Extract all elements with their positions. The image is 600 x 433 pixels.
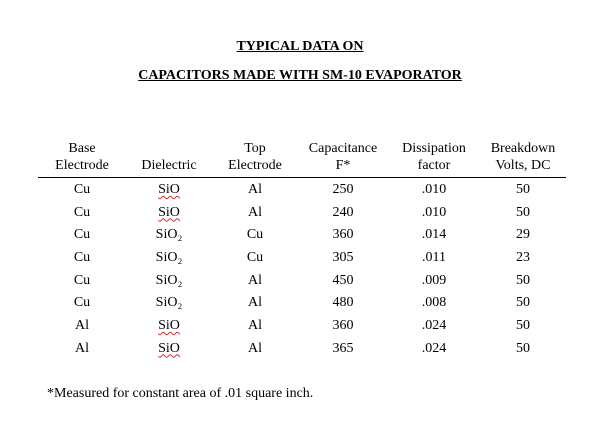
header-dielectric: Dielectric [126, 140, 212, 178]
cell-base-electrode: Cu [73, 295, 91, 311]
cell-dielectric: SiO₂ [155, 227, 183, 243]
cell-dissipation: .010 [421, 204, 447, 220]
cell-dielectric: SiO₂ [155, 295, 183, 311]
cell-dielectric: SiO [158, 340, 180, 356]
cell-dielectric: SiO [158, 204, 180, 220]
header-breakdown-volts: Breakdown Volts, DC [480, 140, 566, 178]
cell-breakdown: 50 [516, 181, 530, 197]
cell-breakdown: 50 [516, 272, 530, 288]
cell-dissipation: .024 [421, 340, 447, 356]
cell-base-electrode: Cu [73, 181, 91, 197]
cell-dissipation: .011 [422, 249, 446, 265]
cell-dielectric: SiO₂ [155, 272, 183, 288]
footnote: *Measured for constant area of .01 square inch. [47, 386, 314, 401]
header-row [38, 140, 566, 178]
cell-top-electrode: Al [248, 295, 262, 311]
cell-top-electrode: Al [248, 272, 262, 288]
cell-top-electrode: Al [248, 181, 262, 197]
table-row [38, 269, 566, 292]
header-top-electrode: Top Electrode [212, 140, 298, 178]
table-row [38, 291, 566, 314]
cell-capacitance: 450 [332, 272, 354, 288]
cell-top-electrode: Al [248, 340, 262, 356]
cell-dissipation: .014 [421, 227, 447, 243]
cell-dissipation: .010 [421, 181, 447, 197]
cell-base-electrode: Cu [73, 227, 91, 243]
header-dissipation-factor: Dissipation factor [388, 140, 480, 178]
cell-dissipation: .009 [421, 272, 447, 288]
cell-dielectric: SiO [158, 317, 180, 333]
table-row [38, 201, 566, 224]
cell-capacitance: 360 [332, 317, 354, 333]
cell-capacitance: 365 [332, 340, 354, 356]
header-capacitance: Capacitance F* [298, 140, 388, 178]
cell-base-electrode: Cu [73, 272, 91, 288]
cell-dissipation: .024 [421, 317, 447, 333]
table-row [38, 314, 566, 337]
cell-dielectric: SiO [158, 181, 180, 197]
cell-base-electrode: Al [75, 340, 89, 356]
table-row [38, 337, 566, 360]
cell-breakdown: 50 [516, 295, 530, 311]
cell-top-electrode: Al [248, 317, 262, 333]
cell-top-electrode: Cu [246, 227, 264, 243]
title-line-2: CAPACITORS MADE WITH SM-10 EVAPORATOR [138, 68, 462, 83]
cell-breakdown: 50 [516, 340, 530, 356]
cell-capacitance: 250 [332, 181, 354, 197]
cell-breakdown: 29 [516, 227, 530, 243]
cell-capacitance: 480 [332, 295, 354, 311]
table-row [38, 178, 566, 201]
title-line-1: TYPICAL DATA ON [236, 39, 364, 54]
header-base-electrode: Base Electrode [38, 140, 126, 178]
cell-breakdown: 50 [516, 317, 530, 333]
cell-dissipation: .008 [421, 295, 447, 311]
table-row [38, 223, 566, 246]
cell-base-electrode: Al [75, 317, 89, 333]
cell-breakdown: 23 [516, 249, 530, 265]
cell-breakdown: 50 [516, 204, 530, 220]
cell-capacitance: 360 [332, 227, 354, 243]
cell-top-electrode: Al [248, 204, 262, 220]
cell-dielectric: SiO₂ [155, 249, 183, 265]
cell-base-electrode: Cu [73, 249, 91, 265]
cell-capacitance: 305 [332, 249, 354, 265]
cell-top-electrode: Cu [246, 249, 264, 265]
cell-capacitance: 240 [332, 204, 354, 220]
table-row [38, 246, 566, 269]
cell-base-electrode: Cu [73, 204, 91, 220]
capacitor-data-table [38, 140, 566, 360]
